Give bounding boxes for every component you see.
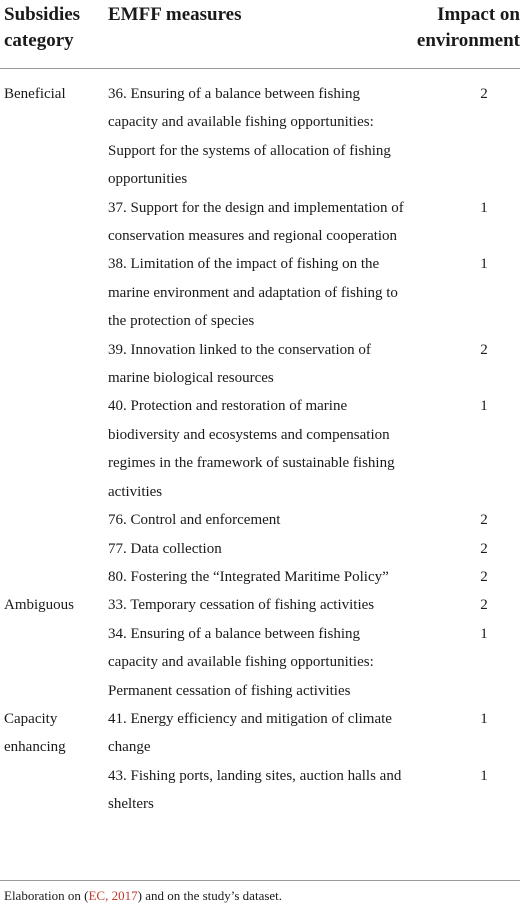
row-measure: 33. Temporary cessation of fishing activities — [108, 597, 375, 614]
row-measure: 37. Support for the design and implementation of conservation measures and regional cooperation — [108, 199, 404, 245]
table-bottom-rule — [0, 880, 520, 881]
footnote-suffix: ) and on the study’s dataset. — [137, 888, 283, 903]
table-header — [0, 0, 520, 69]
row-impact: 1 — [480, 398, 488, 415]
table-row — [0, 535, 520, 563]
row-impact: 2 — [480, 512, 488, 529]
row-impact: 1 — [480, 256, 488, 273]
footnote-prefix: Elaboration on ( — [4, 888, 89, 903]
row-measure: 40. Protection and restoration of marine biodiversity and ecosystems and compensation regimes in the framework of sustainable fishing activities — [108, 398, 395, 500]
header-impact: Impact on environment — [416, 4, 520, 51]
table-row — [0, 762, 520, 819]
row-measure: 41. Energy efficiency and mitigation of climate change — [108, 710, 392, 756]
table-row — [0, 392, 520, 506]
table-row — [0, 563, 520, 591]
footnote-citation-link[interactable]: EC, 2017 — [88, 888, 138, 903]
row-impact: 2 — [480, 86, 488, 102]
row-measure: 80. Fostering the “Integrated Maritime Policy” — [108, 568, 389, 585]
row-impact: 2 — [480, 568, 488, 585]
table-footnote — [4, 887, 282, 905]
table-row — [0, 591, 520, 619]
row-impact: 2 — [480, 540, 488, 557]
table-row — [0, 250, 520, 335]
row-impact: 2 — [480, 597, 488, 614]
row-impact: 1 — [480, 625, 488, 642]
row-category: Ambiguous — [4, 597, 75, 614]
row-impact: 1 — [480, 767, 488, 784]
row-measure: 34. Ensuring of a balance between fishing capacity and available fishing opportunities: Permanent cessation of fishing activities — [108, 625, 374, 699]
row-impact: 1 — [480, 710, 488, 727]
row-measure: 36. Ensuring of a balance between fishing capacity and available fishing opportunities: Support for the systems of allocation of fishing opportunities — [108, 86, 391, 188]
header-category: Subsidies category — [4, 4, 81, 51]
row-category: Beneficial — [4, 86, 66, 102]
row-measure: 43. Fishing ports, landing sites, auction halls and shelters — [108, 767, 402, 813]
table-row — [0, 336, 520, 393]
table-row — [0, 80, 520, 194]
row-measure: 38. Limitation of the impact of fishing on the marine environment and adaptation of fishing to the protection of species — [108, 256, 398, 330]
table-row — [0, 194, 520, 251]
row-measure: 76. Control and enforcement — [108, 512, 281, 529]
row-measure: 77. Data collection — [108, 540, 222, 557]
table-body — [0, 69, 520, 819]
row-category: Capacity enhancing — [4, 710, 66, 756]
row-measure: 39. Innovation linked to the conservation of marine biological resources — [108, 341, 371, 387]
table-row — [0, 620, 520, 705]
header-measures: EMFF measures — [108, 4, 242, 25]
table-row — [0, 705, 520, 762]
table-row — [0, 506, 520, 534]
row-impact: 2 — [480, 341, 488, 358]
row-impact: 1 — [480, 199, 488, 216]
